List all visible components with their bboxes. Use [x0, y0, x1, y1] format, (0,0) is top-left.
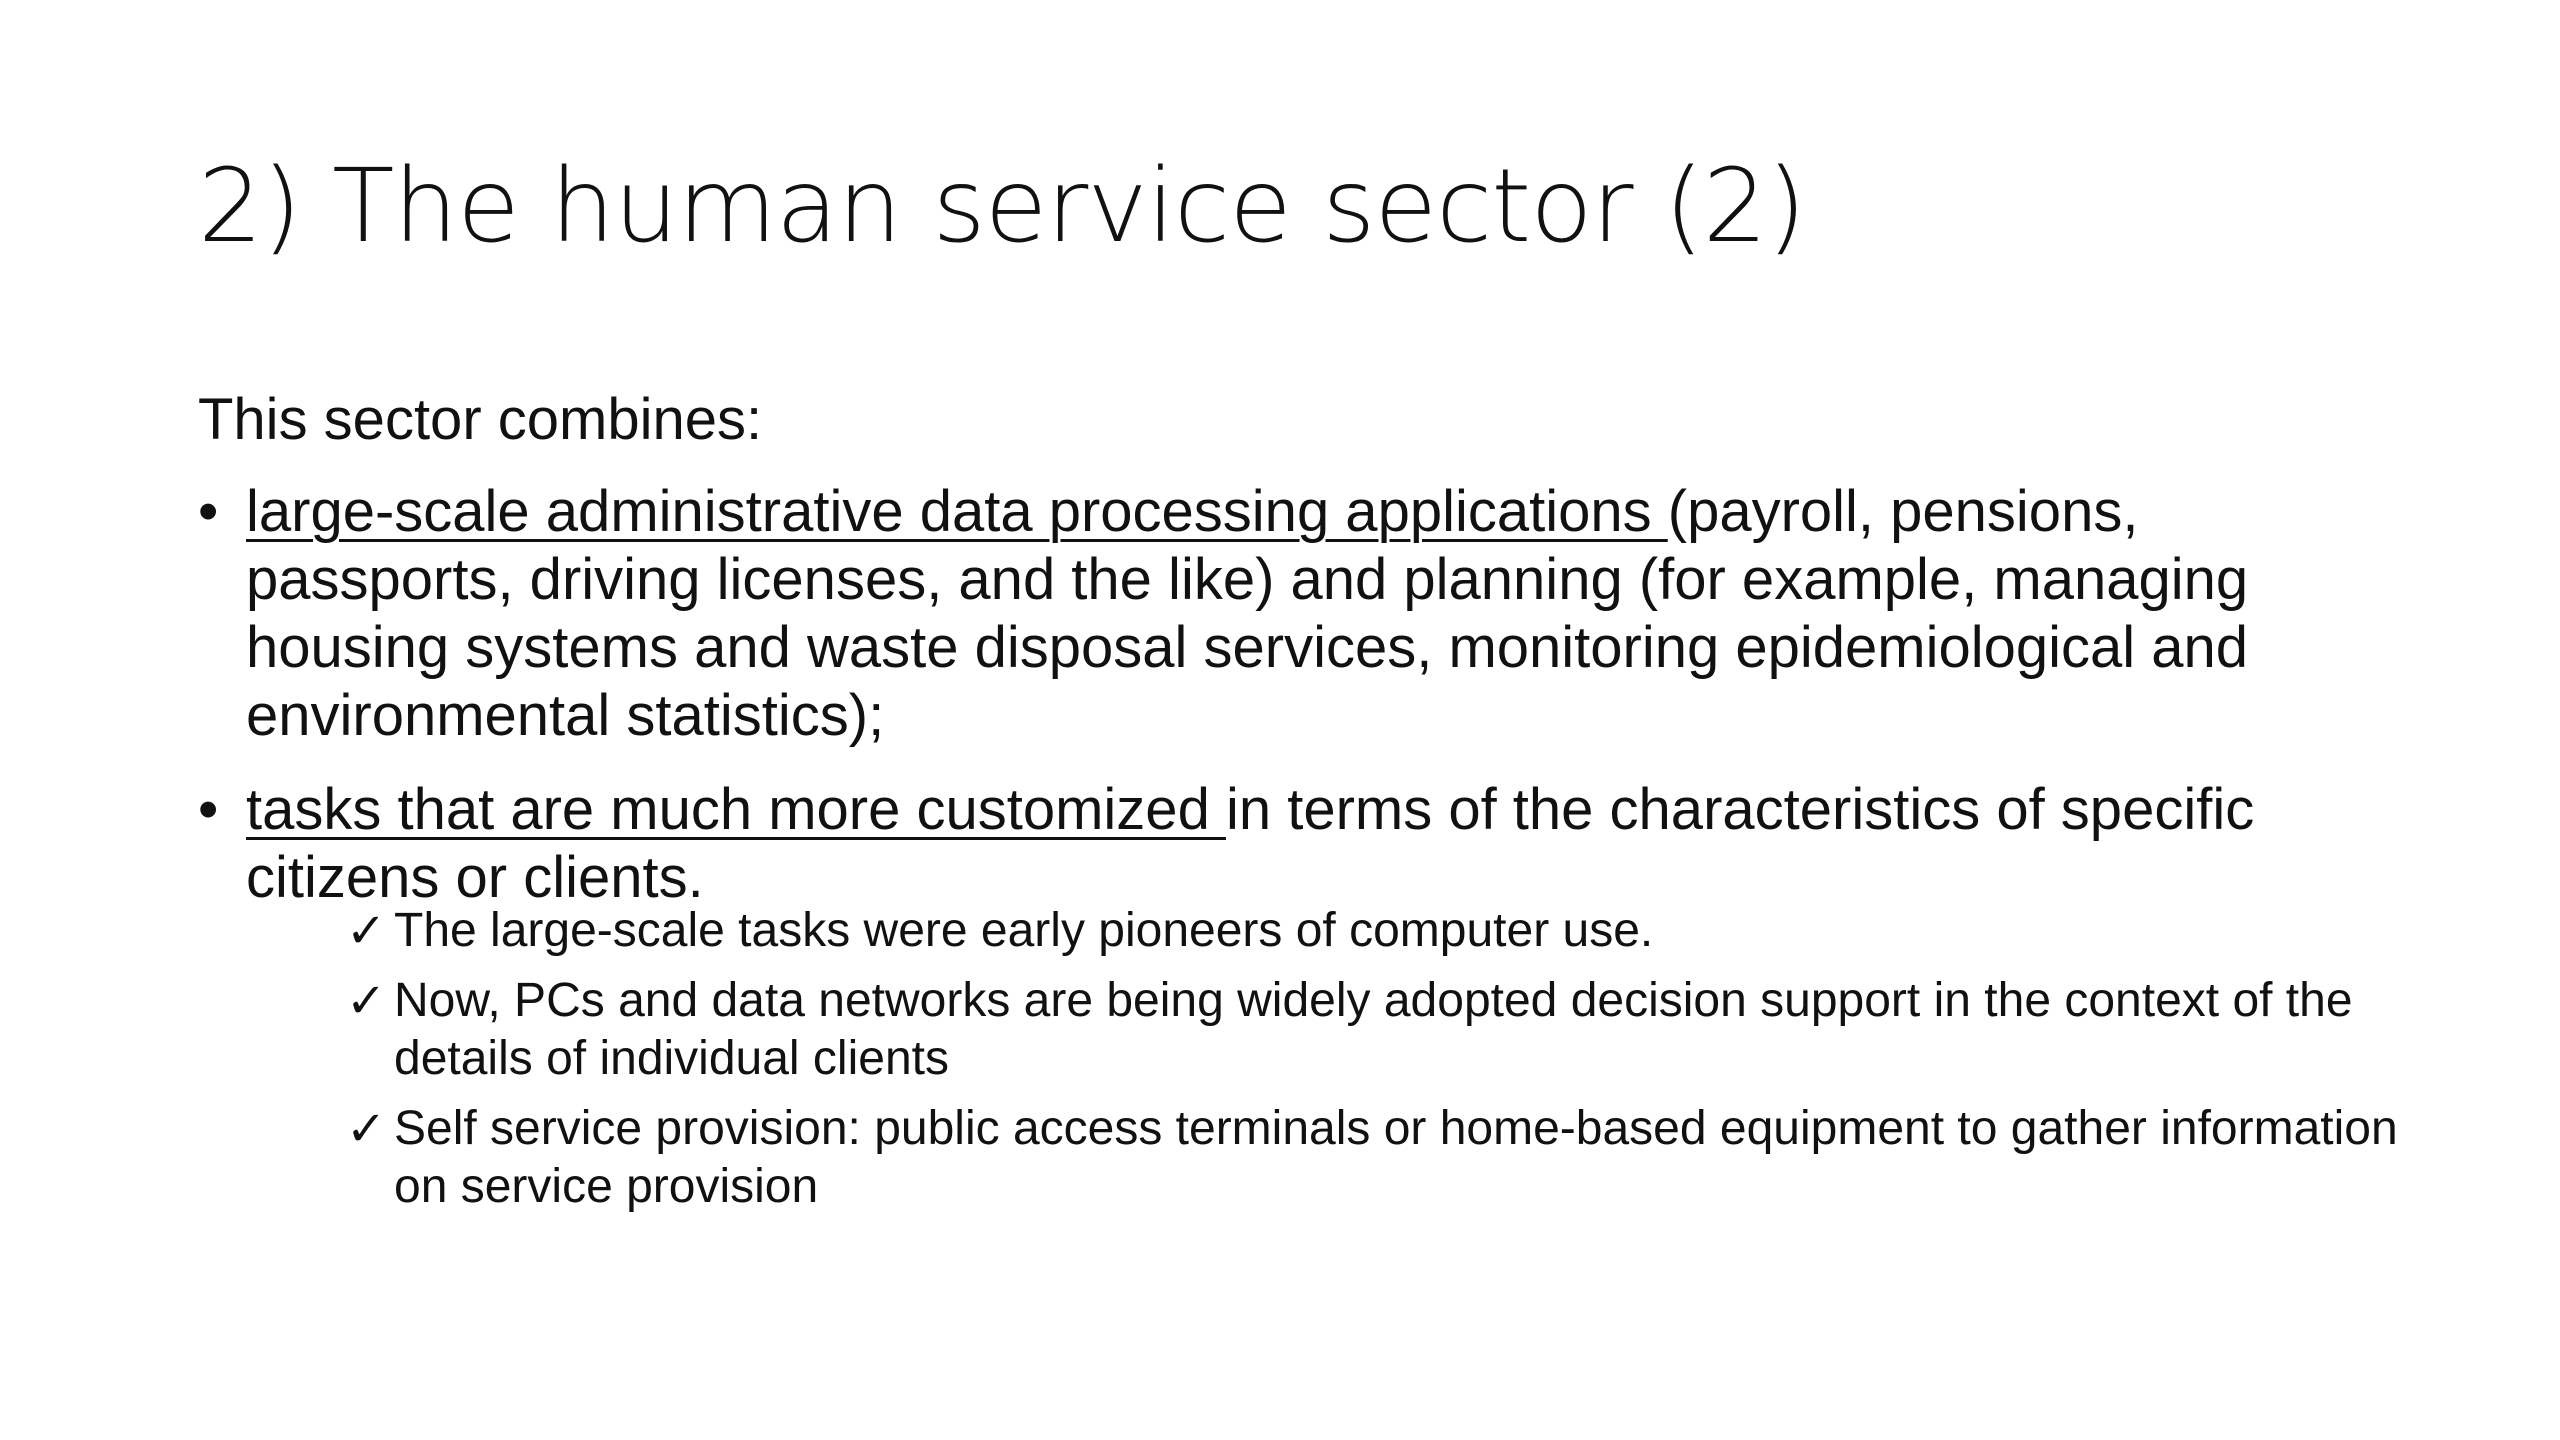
bullet-text: in terms of the characteristics of specific citizens or clients. — [246, 777, 2255, 910]
intro-text: This sector combines: — [198, 387, 763, 452]
sub-bullet-item — [346, 1100, 2398, 1216]
checkmark-icon: ✓ — [346, 973, 387, 1029]
sub-bullet-list — [246, 902, 2398, 1216]
checkmark-icon: ✓ — [346, 903, 387, 959]
sub-bullet-text: Self service provision: public access terminals or home-based equipment to gather information on service provision — [394, 1102, 2398, 1213]
sub-bullet-text: Now, PCs and data networks are being widely adopted decision support in the context of the details of individual clients — [394, 974, 2353, 1085]
bullet-underlined-text: tasks that are much more customized — [246, 777, 1226, 842]
bullet-text: (payroll, pensions, passports, driving licenses, and the like) and planning (for example, managing housing systems and waste disposal services, monitoring epidemiological and environmental statistics); — [246, 479, 2249, 748]
bullet-item — [198, 776, 2398, 1216]
sub-bullet-item — [346, 972, 2398, 1088]
slide-body — [198, 386, 2398, 1242]
sub-bullet-item — [346, 902, 2398, 960]
sub-bullet-text: The large-scale tasks were early pioneers of computer use. — [394, 904, 1654, 957]
slide-title: 2) The human service sector (2) — [198, 147, 1806, 266]
bullet-list — [198, 478, 2398, 1216]
bullet-underlined-text: large-scale administrative data processing applications — [246, 479, 1668, 544]
checkmark-icon: ✓ — [346, 1101, 387, 1157]
bullet-dot-icon: • — [198, 777, 219, 842]
bullet-dot-icon: • — [198, 479, 219, 544]
bullet-item — [198, 478, 2398, 750]
